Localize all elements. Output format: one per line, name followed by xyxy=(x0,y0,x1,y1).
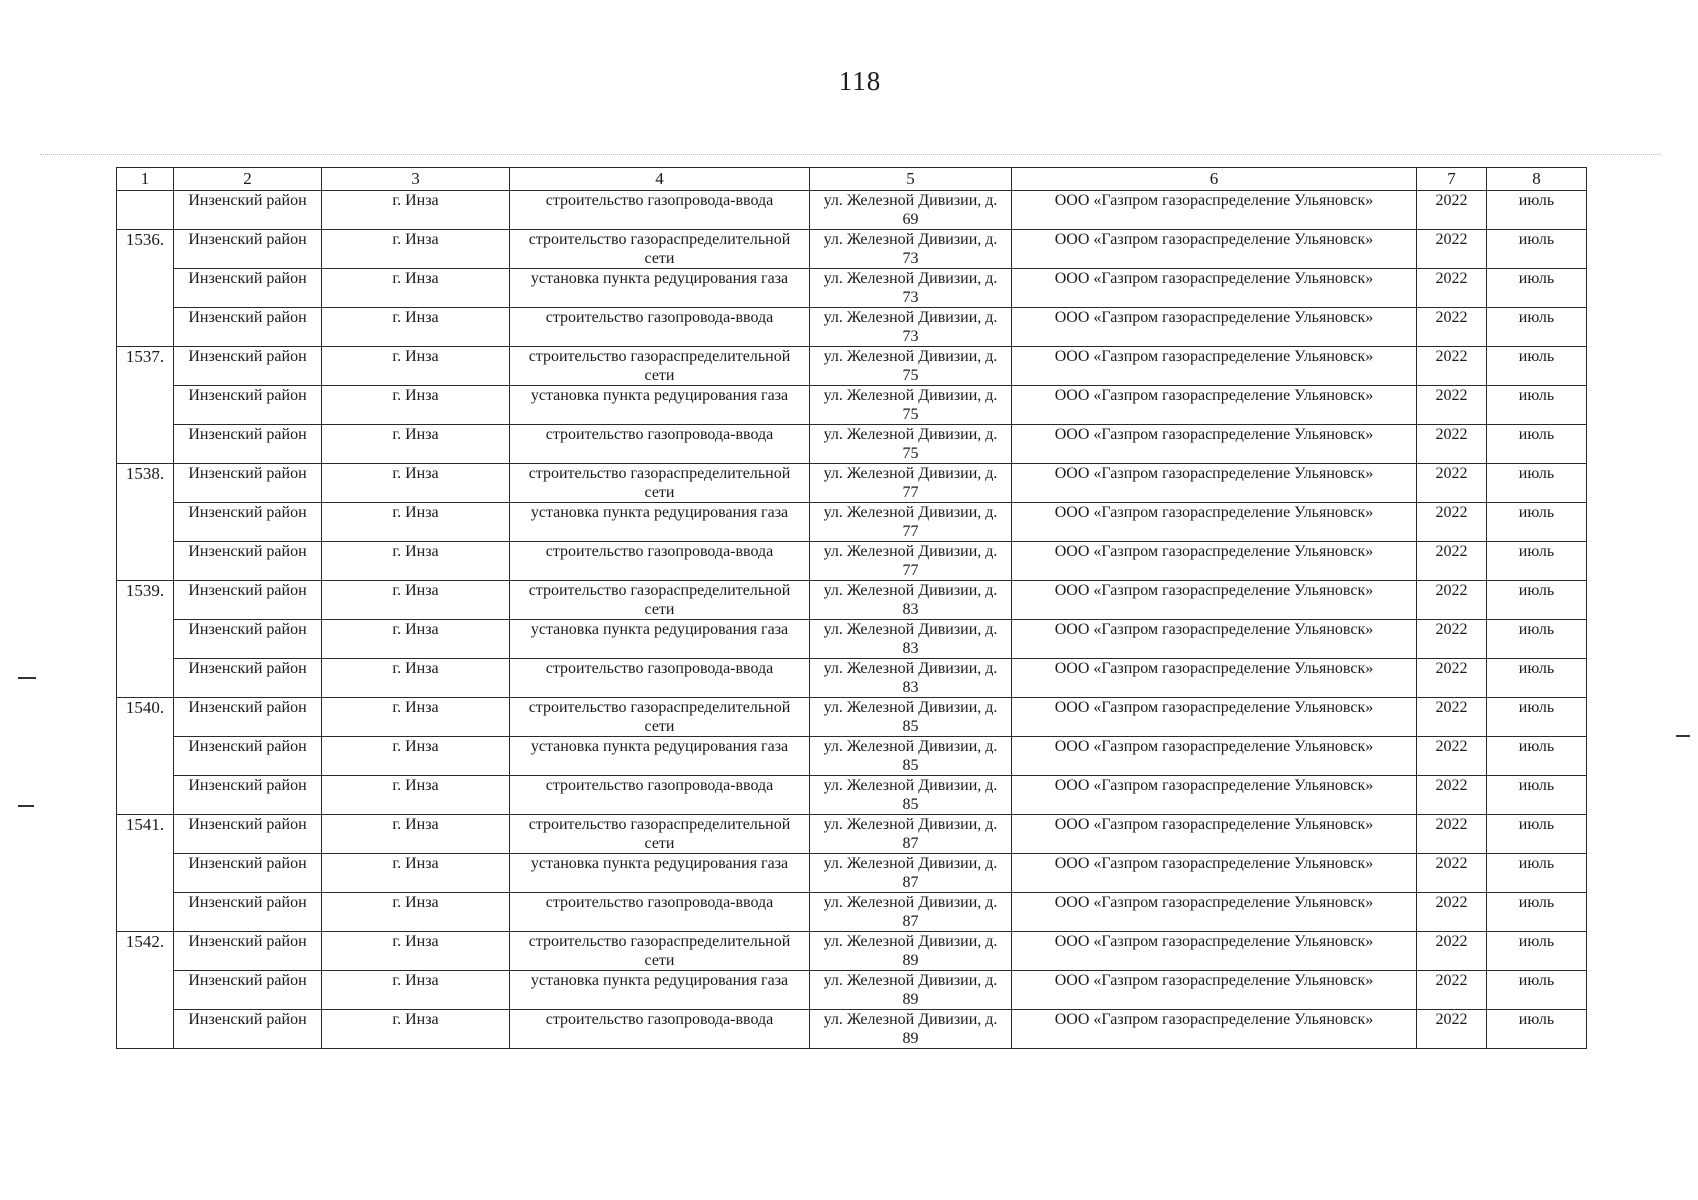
city-cell: г. Инза xyxy=(322,386,510,425)
column-header: 4 xyxy=(510,168,810,191)
city-cell: г. Инза xyxy=(322,737,510,776)
district-cell: Инзенский район xyxy=(174,893,322,932)
city-cell: г. Инза xyxy=(322,269,510,308)
table-row xyxy=(117,893,1587,932)
work-type-cell: установка пункта редуцирования газа xyxy=(510,620,810,659)
column-header: 1 xyxy=(117,168,174,191)
address-cell: ул. Железной Дивизии, д. 89 xyxy=(810,971,1012,1010)
table-header xyxy=(117,168,1587,191)
organization-cell: ООО «Газпром газораспределение Ульяновск» xyxy=(1012,698,1417,737)
organization-cell: ООО «Газпром газораспределение Ульяновск» xyxy=(1012,464,1417,503)
table-row xyxy=(117,347,1587,386)
table-row xyxy=(117,815,1587,854)
column-header: 7 xyxy=(1417,168,1487,191)
year-cell: 2022 xyxy=(1417,542,1487,581)
month-cell: июль xyxy=(1487,698,1587,737)
month-cell: июль xyxy=(1487,737,1587,776)
work-type-cell: строительство газопровода-ввода xyxy=(510,659,810,698)
month-cell: июль xyxy=(1487,269,1587,308)
city-cell: г. Инза xyxy=(322,854,510,893)
month-cell: июль xyxy=(1487,776,1587,815)
organization-cell: ООО «Газпром газораспределение Ульяновск» xyxy=(1012,659,1417,698)
row-number-cell: 1537. xyxy=(117,347,174,464)
table-row xyxy=(117,776,1587,815)
page-number: 118 xyxy=(838,66,882,96)
organization-cell: ООО «Газпром газораспределение Ульяновск» xyxy=(1012,269,1417,308)
work-type-cell: строительство газопровода-ввода xyxy=(510,542,810,581)
organization-cell: ООО «Газпром газораспределение Ульяновск» xyxy=(1012,815,1417,854)
work-type-cell: строительство газораспределительной сети xyxy=(510,230,810,269)
margin-mark xyxy=(18,677,36,679)
address-cell: ул. Железной Дивизии, д. 75 xyxy=(810,386,1012,425)
district-cell: Инзенский район xyxy=(174,386,322,425)
district-cell: Инзенский район xyxy=(174,659,322,698)
address-cell: ул. Железной Дивизии, д. 85 xyxy=(810,776,1012,815)
organization-cell: ООО «Газпром газораспределение Ульяновск» xyxy=(1012,971,1417,1010)
table-row xyxy=(117,542,1587,581)
city-cell: г. Инза xyxy=(322,698,510,737)
address-cell: ул. Железной Дивизии, д. 89 xyxy=(810,932,1012,971)
district-cell: Инзенский район xyxy=(174,698,322,737)
table-row xyxy=(117,971,1587,1010)
year-cell: 2022 xyxy=(1417,698,1487,737)
year-cell: 2022 xyxy=(1417,347,1487,386)
table-row xyxy=(117,698,1587,737)
year-cell: 2022 xyxy=(1417,620,1487,659)
address-cell: ул. Железной Дивизии, д. 77 xyxy=(810,464,1012,503)
row-number-cell: 1539. xyxy=(117,581,174,698)
work-type-cell: строительство газораспределительной сети xyxy=(510,464,810,503)
table-row xyxy=(117,659,1587,698)
year-cell: 2022 xyxy=(1417,191,1487,230)
city-cell: г. Инза xyxy=(322,347,510,386)
row-number-cell: 1541. xyxy=(117,815,174,932)
address-cell: ул. Железной Дивизии, д. 85 xyxy=(810,737,1012,776)
row-number-cell: 1538. xyxy=(117,464,174,581)
year-cell: 2022 xyxy=(1417,503,1487,542)
year-cell: 2022 xyxy=(1417,815,1487,854)
address-cell: ул. Железной Дивизии, д. 83 xyxy=(810,620,1012,659)
address-cell: ул. Железной Дивизии, д. 89 xyxy=(810,1010,1012,1049)
column-header: 5 xyxy=(810,168,1012,191)
registry-table xyxy=(116,167,1587,1049)
work-type-cell: строительство газопровода-ввода xyxy=(510,308,810,347)
year-cell: 2022 xyxy=(1417,386,1487,425)
column-header: 6 xyxy=(1012,168,1417,191)
address-cell: ул. Железной Дивизии, д. 87 xyxy=(810,854,1012,893)
district-cell: Инзенский район xyxy=(174,581,322,620)
district-cell: Инзенский район xyxy=(174,542,322,581)
district-cell: Инзенский район xyxy=(174,776,322,815)
organization-cell: ООО «Газпром газораспределение Ульяновск» xyxy=(1012,191,1417,230)
table-row xyxy=(117,308,1587,347)
month-cell: июль xyxy=(1487,581,1587,620)
table-row xyxy=(117,854,1587,893)
city-cell: г. Инза xyxy=(322,620,510,659)
year-cell: 2022 xyxy=(1417,425,1487,464)
work-type-cell: установка пункта редуцирования газа xyxy=(510,269,810,308)
organization-cell: ООО «Газпром газораспределение Ульяновск» xyxy=(1012,932,1417,971)
address-cell: ул. Железной Дивизии, д. 75 xyxy=(810,347,1012,386)
address-cell: ул. Железной Дивизии, д. 87 xyxy=(810,815,1012,854)
row-number-cell xyxy=(117,191,174,230)
city-cell: г. Инза xyxy=(322,425,510,464)
year-cell: 2022 xyxy=(1417,659,1487,698)
year-cell: 2022 xyxy=(1417,230,1487,269)
month-cell: июль xyxy=(1487,659,1587,698)
organization-cell: ООО «Газпром газораспределение Ульяновск» xyxy=(1012,620,1417,659)
month-cell: июль xyxy=(1487,1010,1587,1049)
column-header: 3 xyxy=(322,168,510,191)
city-cell: г. Инза xyxy=(322,1010,510,1049)
address-cell: ул. Железной Дивизии, д. 83 xyxy=(810,659,1012,698)
year-cell: 2022 xyxy=(1417,269,1487,308)
organization-cell: ООО «Газпром газораспределение Ульяновск» xyxy=(1012,542,1417,581)
month-cell: июль xyxy=(1487,971,1587,1010)
column-header: 8 xyxy=(1487,168,1587,191)
city-cell: г. Инза xyxy=(322,464,510,503)
work-type-cell: строительство газораспределительной сети xyxy=(510,581,810,620)
year-cell: 2022 xyxy=(1417,464,1487,503)
year-cell: 2022 xyxy=(1417,1010,1487,1049)
work-type-cell: строительство газораспределительной сети xyxy=(510,815,810,854)
city-cell: г. Инза xyxy=(322,815,510,854)
organization-cell: ООО «Газпром газораспределение Ульяновск» xyxy=(1012,347,1417,386)
month-cell: июль xyxy=(1487,815,1587,854)
district-cell: Инзенский район xyxy=(174,815,322,854)
row-number-cell: 1542. xyxy=(117,932,174,1049)
work-type-cell: строительство газопровода-ввода xyxy=(510,191,810,230)
month-cell: июль xyxy=(1487,230,1587,269)
address-cell: ул. Железной Дивизии, д. 73 xyxy=(810,230,1012,269)
district-cell: Инзенский район xyxy=(174,971,322,1010)
table-row xyxy=(117,620,1587,659)
organization-cell: ООО «Газпром газораспределение Ульяновск» xyxy=(1012,308,1417,347)
year-cell: 2022 xyxy=(1417,971,1487,1010)
table-row xyxy=(117,230,1587,269)
city-cell: г. Инза xyxy=(322,581,510,620)
row-number-cell: 1540. xyxy=(117,698,174,815)
table-row xyxy=(117,581,1587,620)
work-type-cell: установка пункта редуцирования газа xyxy=(510,854,810,893)
address-cell: ул. Железной Дивизии, д. 69 xyxy=(810,191,1012,230)
district-cell: Инзенский район xyxy=(174,620,322,659)
city-cell: г. Инза xyxy=(322,893,510,932)
city-cell: г. Инза xyxy=(322,932,510,971)
work-type-cell: строительство газопровода-ввода xyxy=(510,1010,810,1049)
city-cell: г. Инза xyxy=(322,503,510,542)
table-body xyxy=(117,191,1587,1049)
table-row xyxy=(117,386,1587,425)
work-type-cell: строительство газопровода-ввода xyxy=(510,425,810,464)
year-cell: 2022 xyxy=(1417,854,1487,893)
table-row xyxy=(117,425,1587,464)
district-cell: Инзенский район xyxy=(174,347,322,386)
work-type-cell: строительство газопровода-ввода xyxy=(510,893,810,932)
city-cell: г. Инза xyxy=(322,776,510,815)
district-cell: Инзенский район xyxy=(174,737,322,776)
district-cell: Инзенский район xyxy=(174,191,322,230)
year-cell: 2022 xyxy=(1417,776,1487,815)
district-cell: Инзенский район xyxy=(174,230,322,269)
table-row xyxy=(117,737,1587,776)
organization-cell: ООО «Газпром газораспределение Ульяновск» xyxy=(1012,737,1417,776)
year-cell: 2022 xyxy=(1417,581,1487,620)
table-row xyxy=(117,191,1587,230)
header-row xyxy=(117,168,1587,191)
city-cell: г. Инза xyxy=(322,542,510,581)
column-header: 2 xyxy=(174,168,322,191)
organization-cell: ООО «Газпром газораспределение Ульяновск» xyxy=(1012,854,1417,893)
month-cell: июль xyxy=(1487,347,1587,386)
address-cell: ул. Железной Дивизии, д. 75 xyxy=(810,425,1012,464)
organization-cell: ООО «Газпром газораспределение Ульяновск» xyxy=(1012,386,1417,425)
margin-mark xyxy=(18,805,34,807)
work-type-cell: установка пункта редуцирования газа xyxy=(510,503,810,542)
month-cell: июль xyxy=(1487,464,1587,503)
organization-cell: ООО «Газпром газораспределение Ульяновск» xyxy=(1012,425,1417,464)
work-type-cell: установка пункта редуцирования газа xyxy=(510,971,810,1010)
address-cell: ул. Железной Дивизии, д. 77 xyxy=(810,542,1012,581)
work-type-cell: установка пункта редуцирования газа xyxy=(510,386,810,425)
month-cell: июль xyxy=(1487,503,1587,542)
address-cell: ул. Железной Дивизии, д. 87 xyxy=(810,893,1012,932)
month-cell: июль xyxy=(1487,308,1587,347)
city-cell: г. Инза xyxy=(322,971,510,1010)
margin-mark xyxy=(1676,735,1690,737)
month-cell: июль xyxy=(1487,191,1587,230)
district-cell: Инзенский район xyxy=(174,269,322,308)
table-row xyxy=(117,503,1587,542)
scan-artifact-line xyxy=(40,154,1660,155)
year-cell: 2022 xyxy=(1417,932,1487,971)
table-row xyxy=(117,932,1587,971)
work-type-cell: строительство газораспределительной сети xyxy=(510,347,810,386)
organization-cell: ООО «Газпром газораспределение Ульяновск» xyxy=(1012,893,1417,932)
city-cell: г. Инза xyxy=(322,230,510,269)
month-cell: июль xyxy=(1487,425,1587,464)
year-cell: 2022 xyxy=(1417,893,1487,932)
address-cell: ул. Железной Дивизии, д. 83 xyxy=(810,581,1012,620)
month-cell: июль xyxy=(1487,386,1587,425)
year-cell: 2022 xyxy=(1417,308,1487,347)
district-cell: Инзенский район xyxy=(174,932,322,971)
address-cell: ул. Железной Дивизии, д. 77 xyxy=(810,503,1012,542)
work-type-cell: строительство газораспределительной сети xyxy=(510,932,810,971)
month-cell: июль xyxy=(1487,620,1587,659)
work-type-cell: строительство газопровода-ввода xyxy=(510,776,810,815)
city-cell: г. Инза xyxy=(322,308,510,347)
district-cell: Инзенский район xyxy=(174,1010,322,1049)
organization-cell: ООО «Газпром газораспределение Ульяновск» xyxy=(1012,581,1417,620)
address-cell: ул. Железной Дивизии, д. 85 xyxy=(810,698,1012,737)
organization-cell: ООО «Газпром газораспределение Ульяновск» xyxy=(1012,776,1417,815)
year-cell: 2022 xyxy=(1417,737,1487,776)
district-cell: Инзенский район xyxy=(174,308,322,347)
table-row xyxy=(117,464,1587,503)
organization-cell: ООО «Газпром газораспределение Ульяновск» xyxy=(1012,503,1417,542)
district-cell: Инзенский район xyxy=(174,464,322,503)
row-number-cell: 1536. xyxy=(117,230,174,347)
table-row xyxy=(117,269,1587,308)
organization-cell: ООО «Газпром газораспределение Ульяновск» xyxy=(1012,230,1417,269)
city-cell: г. Инза xyxy=(322,191,510,230)
month-cell: июль xyxy=(1487,854,1587,893)
table-row xyxy=(117,1010,1587,1049)
district-cell: Инзенский район xyxy=(174,425,322,464)
organization-cell: ООО «Газпром газораспределение Ульяновск» xyxy=(1012,1010,1417,1049)
month-cell: июль xyxy=(1487,542,1587,581)
city-cell: г. Инза xyxy=(322,659,510,698)
address-cell: ул. Железной Дивизии, д. 73 xyxy=(810,308,1012,347)
work-type-cell: строительство газораспределительной сети xyxy=(510,698,810,737)
month-cell: июль xyxy=(1487,893,1587,932)
district-cell: Инзенский район xyxy=(174,503,322,542)
work-type-cell: установка пункта редуцирования газа xyxy=(510,737,810,776)
month-cell: июль xyxy=(1487,932,1587,971)
address-cell: ул. Железной Дивизии, д. 73 xyxy=(810,269,1012,308)
district-cell: Инзенский район xyxy=(174,854,322,893)
